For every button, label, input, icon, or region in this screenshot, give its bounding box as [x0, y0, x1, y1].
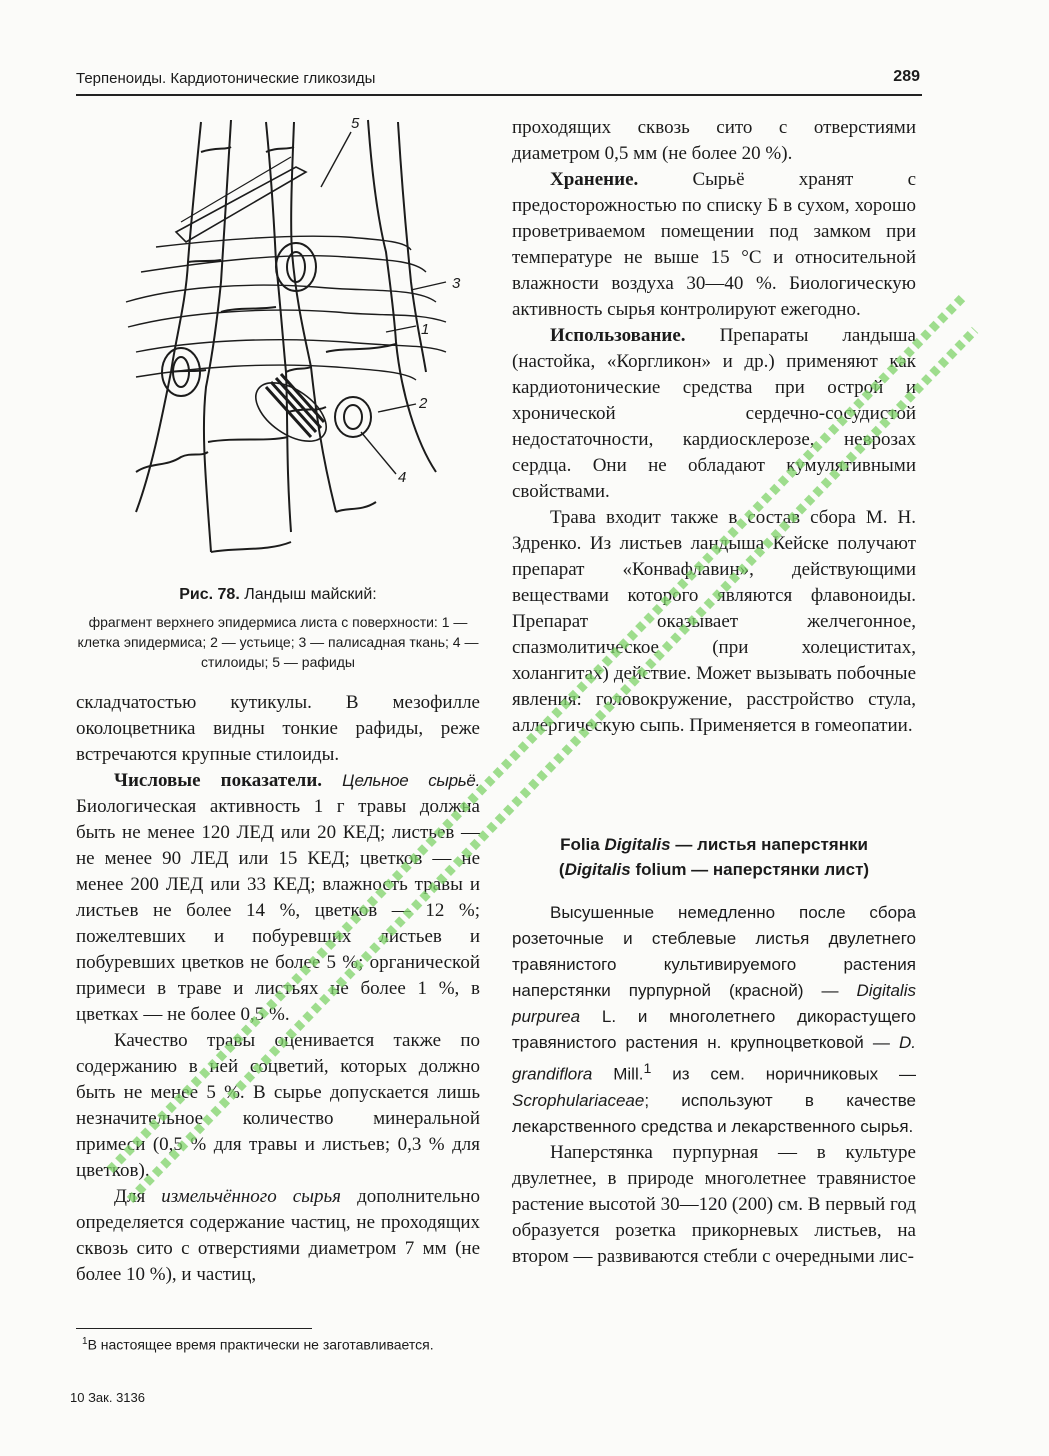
fig-label-2: 2: [419, 395, 428, 412]
def-part-a: Высушенные немедленно после сбора розеточные и стеблевые листья двулетнего травянистого культивируемого растения наперстянки пурпурной (красной) —: [512, 903, 916, 1000]
def-part-b: L. и многолетнего дикорастущего травянистого растения н. крупноцветковой —: [512, 1007, 916, 1052]
heading-russian-2: folium — наперстянки лист): [635, 860, 870, 879]
left-paragraph-4: [76, 1184, 480, 1288]
footnote-text: В настоящее время практически не заготавливается.: [87, 1336, 434, 1353]
def-latin-3: Scrophulariaceae: [512, 1090, 645, 1110]
fig-label-3: 3: [452, 275, 461, 292]
storage-body: Сырьё хранят с предосторожностью по списку Б в сухом, хорошо проветриваемом помещении под замком при температуре не выше 15 °С и относительной влажности воздуха 30—40 %. Биологическую активность сырья контролируют ежегодно.: [512, 169, 916, 320]
storage-heading: Хранение.: [550, 169, 639, 190]
right-column: [512, 115, 916, 739]
left-paragraph-2: [76, 768, 480, 1028]
right-paragraph-1: проходящих сквозь сито с отверстиями диаметром 0,5 мм (не более 20 %).: [512, 117, 916, 164]
digitalis-description: Наперстянка пурпурная — в культуре двулетнее, в природе многолетнее травянистое растение высотой 30—120 (200) см. В первый год образуется розетка прикорневых листьев, на втором — развиваются стебли с очередными лис-: [512, 1141, 916, 1267]
usage-paragraph: [512, 323, 916, 505]
heading-folia: Folia: [560, 835, 600, 854]
heading-russian-1: — листья наперстянки: [675, 835, 868, 854]
footnote-ref: 1: [643, 1061, 652, 1077]
p4-italic: измельчённого сырья: [161, 1186, 342, 1207]
section-heading-digitalis: [512, 832, 916, 882]
heading-paren: (: [558, 860, 565, 879]
left-paragraph-3: Качество травы оценивается также по содержанию в ней соцветий, которых должно быть не менее 5 %. В сырье допускается лишь незначительное количество минеральной примеси (0,5 % для травы и листьев; 0,3 % для цветков).: [76, 1030, 480, 1181]
storage-paragraph: [512, 167, 916, 323]
def-latin-1: Digitalis purpurea: [512, 981, 916, 1026]
fig-label-5: 4: [398, 469, 407, 486]
footnote-mark: 1: [82, 1336, 88, 1347]
figure-leaf-epidermis: [116, 112, 476, 567]
right-column-lower: [512, 900, 916, 1270]
footnote: [82, 1336, 434, 1353]
p4-body: дополнительно определяется содержание частиц, не проходящих сквозь сито с отверстиями диаметром 7 мм (не более 10 %), и частиц,: [76, 1186, 481, 1285]
heading-digitalis-italic: Digitalis: [604, 835, 671, 854]
heading-digitalis-italic-2: Digitalis: [564, 860, 631, 879]
def-part-d: из сем. норичниковых —: [672, 1064, 916, 1084]
def-part-c: Mill.: [613, 1064, 644, 1084]
section-heading-line-1: [512, 832, 916, 857]
def-part-e: ; используют в качестве лекарственного средства и лекарственного сырья.: [512, 1090, 916, 1136]
caption-title-text: Ландыш майский:: [244, 586, 377, 603]
fig-label-1: 1: [421, 321, 430, 338]
numeric-indicators-body: Биологическая активность 1 г травы должна быть не менее 120 ЛЕД или 20 КЕД; листьев — не менее 90 ЛЕД или 15 КЕД; цветков — не менее 200 ЛЕД или 33 КЕД; влажность травы и листьев не более 14 %, цветков — 12 %; пожелтевших и побуревших листьев и побуревших цветков не более 5 %; органической примеси в траве и листьях не более 1 %, в цветках — не более 0,5 %.: [76, 796, 480, 1025]
def-latin-2: D. grandiflora: [512, 1033, 916, 1084]
usage-body: Препараты ландыша (настойка, «Коргликон» и др.) применяют как кардиотонические средства при острой и хронической сердечно-сосудистой недостаточности, кардиосклерозе, неврозах сердца. Они не обладают кумулятивными свойствами.: [512, 325, 916, 502]
page-number: 289: [893, 68, 920, 85]
figure-caption-body: фрагмент верхнего эпидермиса листа с поверхности: 1 — клетка эпидермиса; 2 — устьице; 3 — палисадная ткань; 4 — стилоиды; 5 — рафиды: [77, 614, 479, 670]
numeric-indicators-heading: Числовые показатели.: [114, 770, 323, 791]
running-header: [76, 68, 922, 96]
left-column: [76, 690, 480, 1288]
footnote-rule: [76, 1328, 312, 1329]
figure-caption-title: [76, 586, 480, 604]
left-paragraph-1: складчатостью кутикулы. В мезофилле околоцветника видны тонкие рафиды, реже встречаются крупные стилоиды.: [76, 692, 480, 765]
right-paragraph-4: Трава входит также в состав сбора М. Н. Здренко. Из листьев ландыша Кейске получают препарат «Конвафлавин», действующими веществами которого являются флавоноиды. Препарат оказывает желчегонное, спазмолитическое (при холециститах, холангитах) действие. Может вызывать побочные явления: головокружение, расстройство стула, аллергическую сыпь. Применяется в гомеопатии.: [512, 507, 916, 736]
imprint-order-number: 10 Зак. 3136: [70, 1390, 145, 1405]
section-heading-line-2: [512, 857, 916, 882]
digitalis-definition: [512, 900, 916, 1140]
running-title: Терпеноиды. Кардиотонические гликозиды: [76, 70, 376, 87]
whole-raw-material-subheading: Цельное сырьё.: [342, 771, 480, 790]
p4-lead: Для: [114, 1186, 146, 1207]
fig-label-4: 5: [351, 115, 360, 132]
usage-heading: Использование.: [550, 325, 686, 346]
caption-label: Рис. 78.: [179, 586, 240, 603]
